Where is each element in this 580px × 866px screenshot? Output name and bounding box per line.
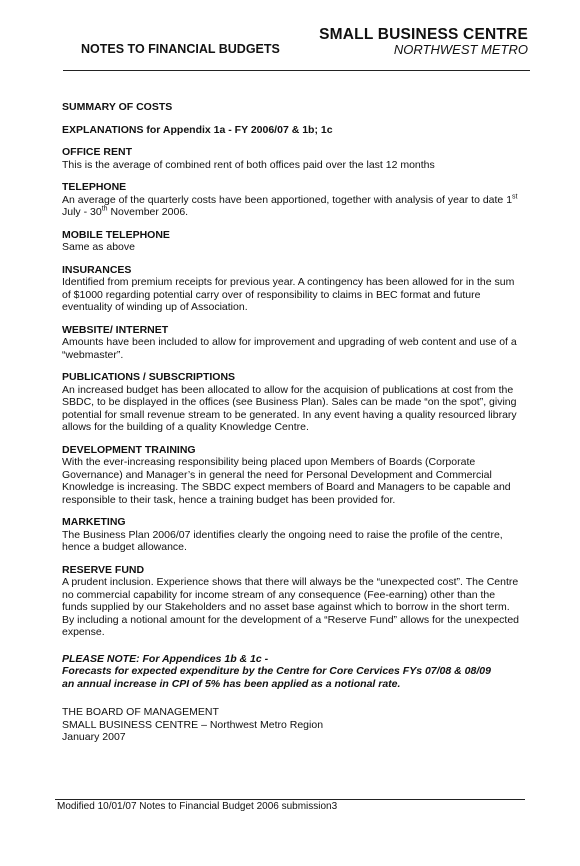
section-heading: DEVELOPMENT TRAINING xyxy=(62,443,196,456)
section-office-rent xyxy=(62,146,522,171)
signature-block xyxy=(62,706,522,744)
section-heading: MARKETING xyxy=(62,516,126,528)
section-body: This is the average of combined rent of both offices paid over the last 12 months xyxy=(62,158,435,171)
section-development-training xyxy=(62,444,522,507)
explanations-title: EXPLANATIONS for Appendix 1a - FY 2006/07 & 1b; 1c xyxy=(62,123,333,136)
section-body: An increased budget has been allocated to allow for the acquision of publications at cost from the SBDC, to be displayed in the offices (see Business Plan). Sales can be made “on the spot”, giving potential for small revenue stream to be generated. In any event having a quality resourced library allows for the building of a quality Knowledge Centre. xyxy=(62,383,517,433)
footer-rule xyxy=(55,799,525,800)
section-body: Same as above xyxy=(62,241,135,253)
section-heading: OFFICE RENT xyxy=(62,146,132,158)
telephone-text-c: November 2006. xyxy=(107,206,189,218)
section-body: Identified from premium receipts for previous year. A contingency has been allowed for in the sum of $1000 regarding potential carry over of responsibility to claims in BEC format and future eventuality of winding up of Association. xyxy=(62,276,515,313)
telephone-sup-b: th xyxy=(101,205,108,213)
header-rule xyxy=(63,70,530,71)
org-subtitle: NORTHWEST METRO xyxy=(393,42,528,57)
document-title: NOTES TO FINANCIAL BUDGETS xyxy=(81,42,280,56)
appendix-note xyxy=(62,653,522,691)
org-name: SMALL BUSINESS CENTRE xyxy=(319,26,528,43)
section-mobile-telephone xyxy=(62,229,522,254)
section-telephone xyxy=(62,181,522,219)
section-body: With the ever-increasing responsibility being placed upon Members of Boards (Corporate Governance) and Manager’s in general the need for Personal Development and Commercial Knowledge is increasing. The SBDC expect members of Board and Managers to be capable and responsible to their task, hence a training budget has been provided for. xyxy=(62,456,511,506)
document-body xyxy=(62,101,522,744)
note-line: an annual increase in CPI of 5% has been applied as a notional rate. xyxy=(62,677,401,690)
note-line: Forecasts for expected expenditure by the Centre for Core Cervices FYs 07/08 & 08/09 xyxy=(62,665,491,677)
section-website xyxy=(62,324,522,362)
telephone-text-b: July - 30 xyxy=(62,206,102,218)
telephone-sup-a: st xyxy=(512,193,518,200)
section-heading: RESERVE FUND xyxy=(62,563,145,576)
signature-line: SMALL BUSINESS CENTRE – Northwest Metro Region xyxy=(62,718,324,731)
section-marketing xyxy=(62,516,522,554)
signature-line: THE BOARD OF MANAGEMENT xyxy=(62,706,219,718)
footer-text: Modified 10/01/07 Notes to Financial Budget 2006 submission3 xyxy=(57,801,338,812)
section-insurances xyxy=(62,264,522,314)
section-body: Amounts have been included to allow for improvement and upgrading of web content and use of a “webmaster”. xyxy=(62,336,517,361)
signature-line: January 2007 xyxy=(62,731,126,743)
section-heading: INSURANCES xyxy=(62,263,132,276)
telephone-text-a: An average of the quarterly costs have been apportioned, together with analysis of year to date 1 xyxy=(62,193,513,206)
section-body: The Business Plan 2006/07 identifies clearly the ongoing need to raise the profile of the centre, hence a budget allowance. xyxy=(62,528,503,553)
section-heading: PUBLICATIONS / SUBSCRIPTIONS xyxy=(62,371,236,383)
note-line: PLEASE NOTE: For Appendices 1b & 1c - xyxy=(62,652,269,665)
section-publications xyxy=(62,371,522,434)
section-reserve-fund xyxy=(62,564,522,639)
summary-title: SUMMARY OF COSTS xyxy=(62,101,173,113)
section-heading: MOBILE TELEPHONE xyxy=(62,228,170,241)
section-body: A prudent inclusion. Experience shows that there will always be the “unexpected cost”. The Centre no commercial capability for income stream of any consequence (Fee-earning) other than the funds supplied by our Stakeholders and no asset base against which to borrow in the short term. By including a notional amount for the development of a “Reserve Fund” allows for the unexpected expense. xyxy=(62,576,520,638)
section-heading: WEBSITE/ INTERNET xyxy=(62,323,169,336)
section-heading: TELEPHONE xyxy=(62,181,127,193)
section-body xyxy=(62,194,522,219)
